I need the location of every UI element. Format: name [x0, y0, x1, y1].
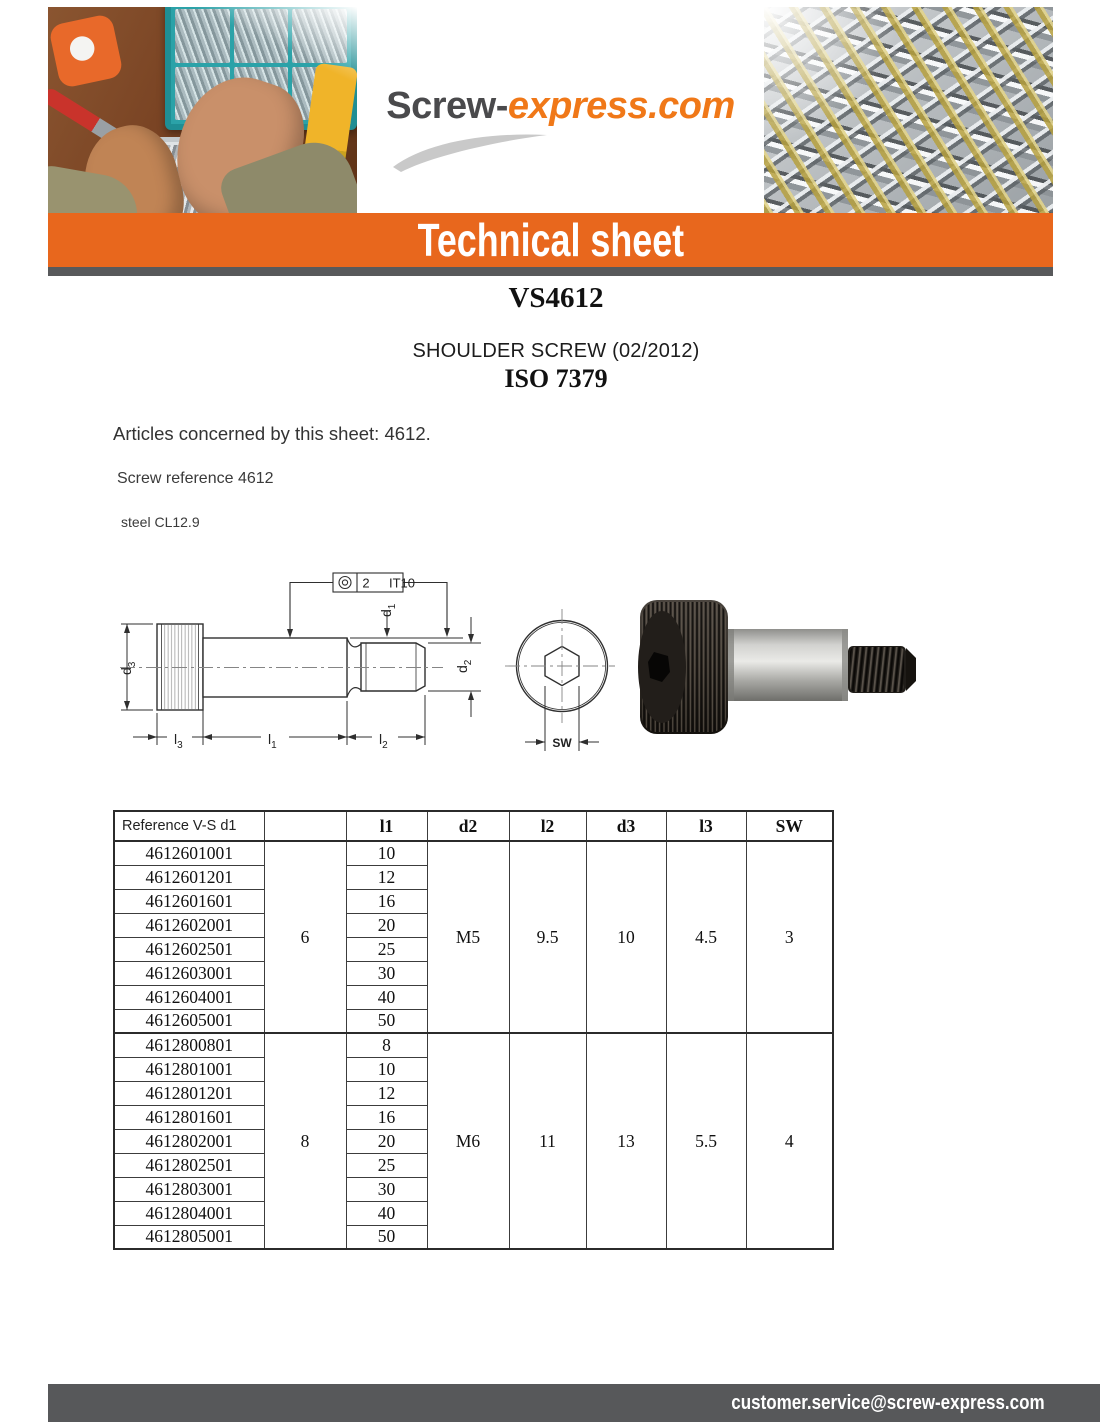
l1-cell: 8: [346, 1033, 427, 1057]
screw-reference-line: Screw reference 4612: [117, 470, 274, 487]
dim-label-l2: $l_2$: [379, 731, 388, 751]
reference-cell: 4612801001: [114, 1057, 264, 1081]
l1-cell: 40: [346, 1201, 427, 1225]
footer-bar: [48, 1384, 1100, 1422]
l1-cell: 25: [346, 1153, 427, 1177]
reference-cell: 4612802501: [114, 1153, 264, 1177]
table-row: [114, 841, 833, 865]
l1-cell: 10: [346, 1057, 427, 1081]
reference-cell: 4612803001: [114, 1177, 264, 1201]
document-subtitle: SHOULDER SCREW (02/2012): [412, 340, 700, 362]
l2-cell: 11: [509, 1033, 586, 1249]
column-header: SW: [746, 811, 833, 841]
iso-standard: ISO 7379: [504, 364, 608, 393]
title-banner: [48, 213, 1053, 267]
l1-cell: 10: [346, 841, 427, 865]
sw-cell: 3: [746, 841, 833, 1033]
header-photo-workbench: [48, 7, 357, 213]
d1-cell: 6: [264, 841, 346, 1033]
document-code: VS4612: [508, 282, 604, 314]
screwdriver-shape: [48, 86, 142, 158]
dim-label-sw: SW: [552, 736, 572, 750]
reference-cell: 4612601601: [114, 889, 264, 913]
articles-line: Articles concerned by this sheet: 4612.: [113, 423, 431, 444]
reference-cell: 4612601201: [114, 865, 264, 889]
l1-cell: 16: [346, 889, 427, 913]
dim-label-d3: $d_3$: [118, 661, 138, 675]
reference-cell: 4612804001: [114, 1201, 264, 1225]
hand-shape: [158, 62, 318, 213]
logo-area: [357, 7, 764, 213]
column-header: l1: [346, 811, 427, 841]
l1-cell: 40: [346, 985, 427, 1009]
tolerance-grade: IT10: [389, 575, 416, 591]
hand-shape: [72, 117, 193, 213]
reference-cell: 4612801601: [114, 1105, 264, 1129]
column-header: d2: [427, 811, 509, 841]
dim-label-l3: $l_3$: [174, 731, 183, 751]
header-row: [114, 811, 833, 841]
column-header: d3: [586, 811, 666, 841]
l1-cell: 12: [346, 1081, 427, 1105]
sleeve-shape: [216, 132, 357, 213]
logo-text-gray: Screw-: [386, 85, 508, 127]
reference-cell: 4612603001: [114, 961, 264, 985]
material-line: steel CL12.9: [121, 514, 200, 530]
l1-cell: 20: [346, 913, 427, 937]
l1-cell: 16: [346, 1105, 427, 1129]
l1-cell: 30: [346, 1177, 427, 1201]
screw-organizer-shape: [165, 7, 356, 130]
tolerance-datum: 2: [362, 575, 370, 591]
d1-cell: 8: [264, 1033, 346, 1249]
dim-label-d2: $d_2$: [454, 659, 474, 673]
l1-cell: 12: [346, 865, 427, 889]
l1-cell: 30: [346, 961, 427, 985]
l1-cell: 50: [346, 1225, 427, 1249]
logo-swoosh: [385, 125, 560, 175]
logo-text-orange: express.com: [507, 85, 735, 127]
dimension-table: [113, 810, 834, 1250]
dim-label-d1: $d_1$: [378, 603, 398, 617]
table-row: [114, 1033, 833, 1057]
d2-cell: M6: [427, 1033, 509, 1249]
reference-cell: 4612604001: [114, 985, 264, 1009]
tape-measure-shape: [48, 13, 124, 89]
dim-label-l1: $l_1$: [268, 731, 277, 751]
banner-title: Technical sheet: [417, 214, 684, 266]
column-header: l3: [666, 811, 746, 841]
d3-cell: 13: [586, 1033, 666, 1249]
table-body: [114, 841, 833, 1249]
reference-cell: 4612800801: [114, 1033, 264, 1057]
reference-cell: 4612602501: [114, 937, 264, 961]
d3-cell: 10: [586, 841, 666, 1033]
screw-tray-shape: [141, 137, 299, 213]
divider-bar: [48, 267, 1053, 276]
brand-logo: [357, 85, 764, 128]
sleeve-shape: [48, 163, 144, 213]
header-photo-screw-pile: [764, 7, 1053, 213]
l1-cell: 20: [346, 1129, 427, 1153]
reference-cell: 4612602001: [114, 913, 264, 937]
screw-pile-texture: [764, 7, 1053, 213]
technical-drawing: [95, 555, 615, 765]
product-photo-shoulder-screw: [630, 588, 920, 748]
l3-cell: 5.5: [666, 1033, 746, 1249]
l3-cell: 4.5: [666, 841, 746, 1033]
drill-shape: [299, 62, 357, 187]
reference-cell: 4612601001: [114, 841, 264, 865]
column-header: [264, 811, 346, 841]
table-head: [114, 811, 833, 841]
reference-cell: 4612802001: [114, 1129, 264, 1153]
reference-cell: 4612605001: [114, 1009, 264, 1033]
column-header: Reference V-S d1: [114, 811, 264, 841]
sw-cell: 4: [746, 1033, 833, 1249]
reference-cell: 4612805001: [114, 1225, 264, 1249]
reference-cell: 4612801201: [114, 1081, 264, 1105]
l1-cell: 50: [346, 1009, 427, 1033]
l2-cell: 9.5: [509, 841, 586, 1033]
l1-cell: 25: [346, 937, 427, 961]
column-header: l2: [509, 811, 586, 841]
d2-cell: M5: [427, 841, 509, 1033]
footer-email: customer.service@screw-express.com: [731, 1391, 1045, 1414]
